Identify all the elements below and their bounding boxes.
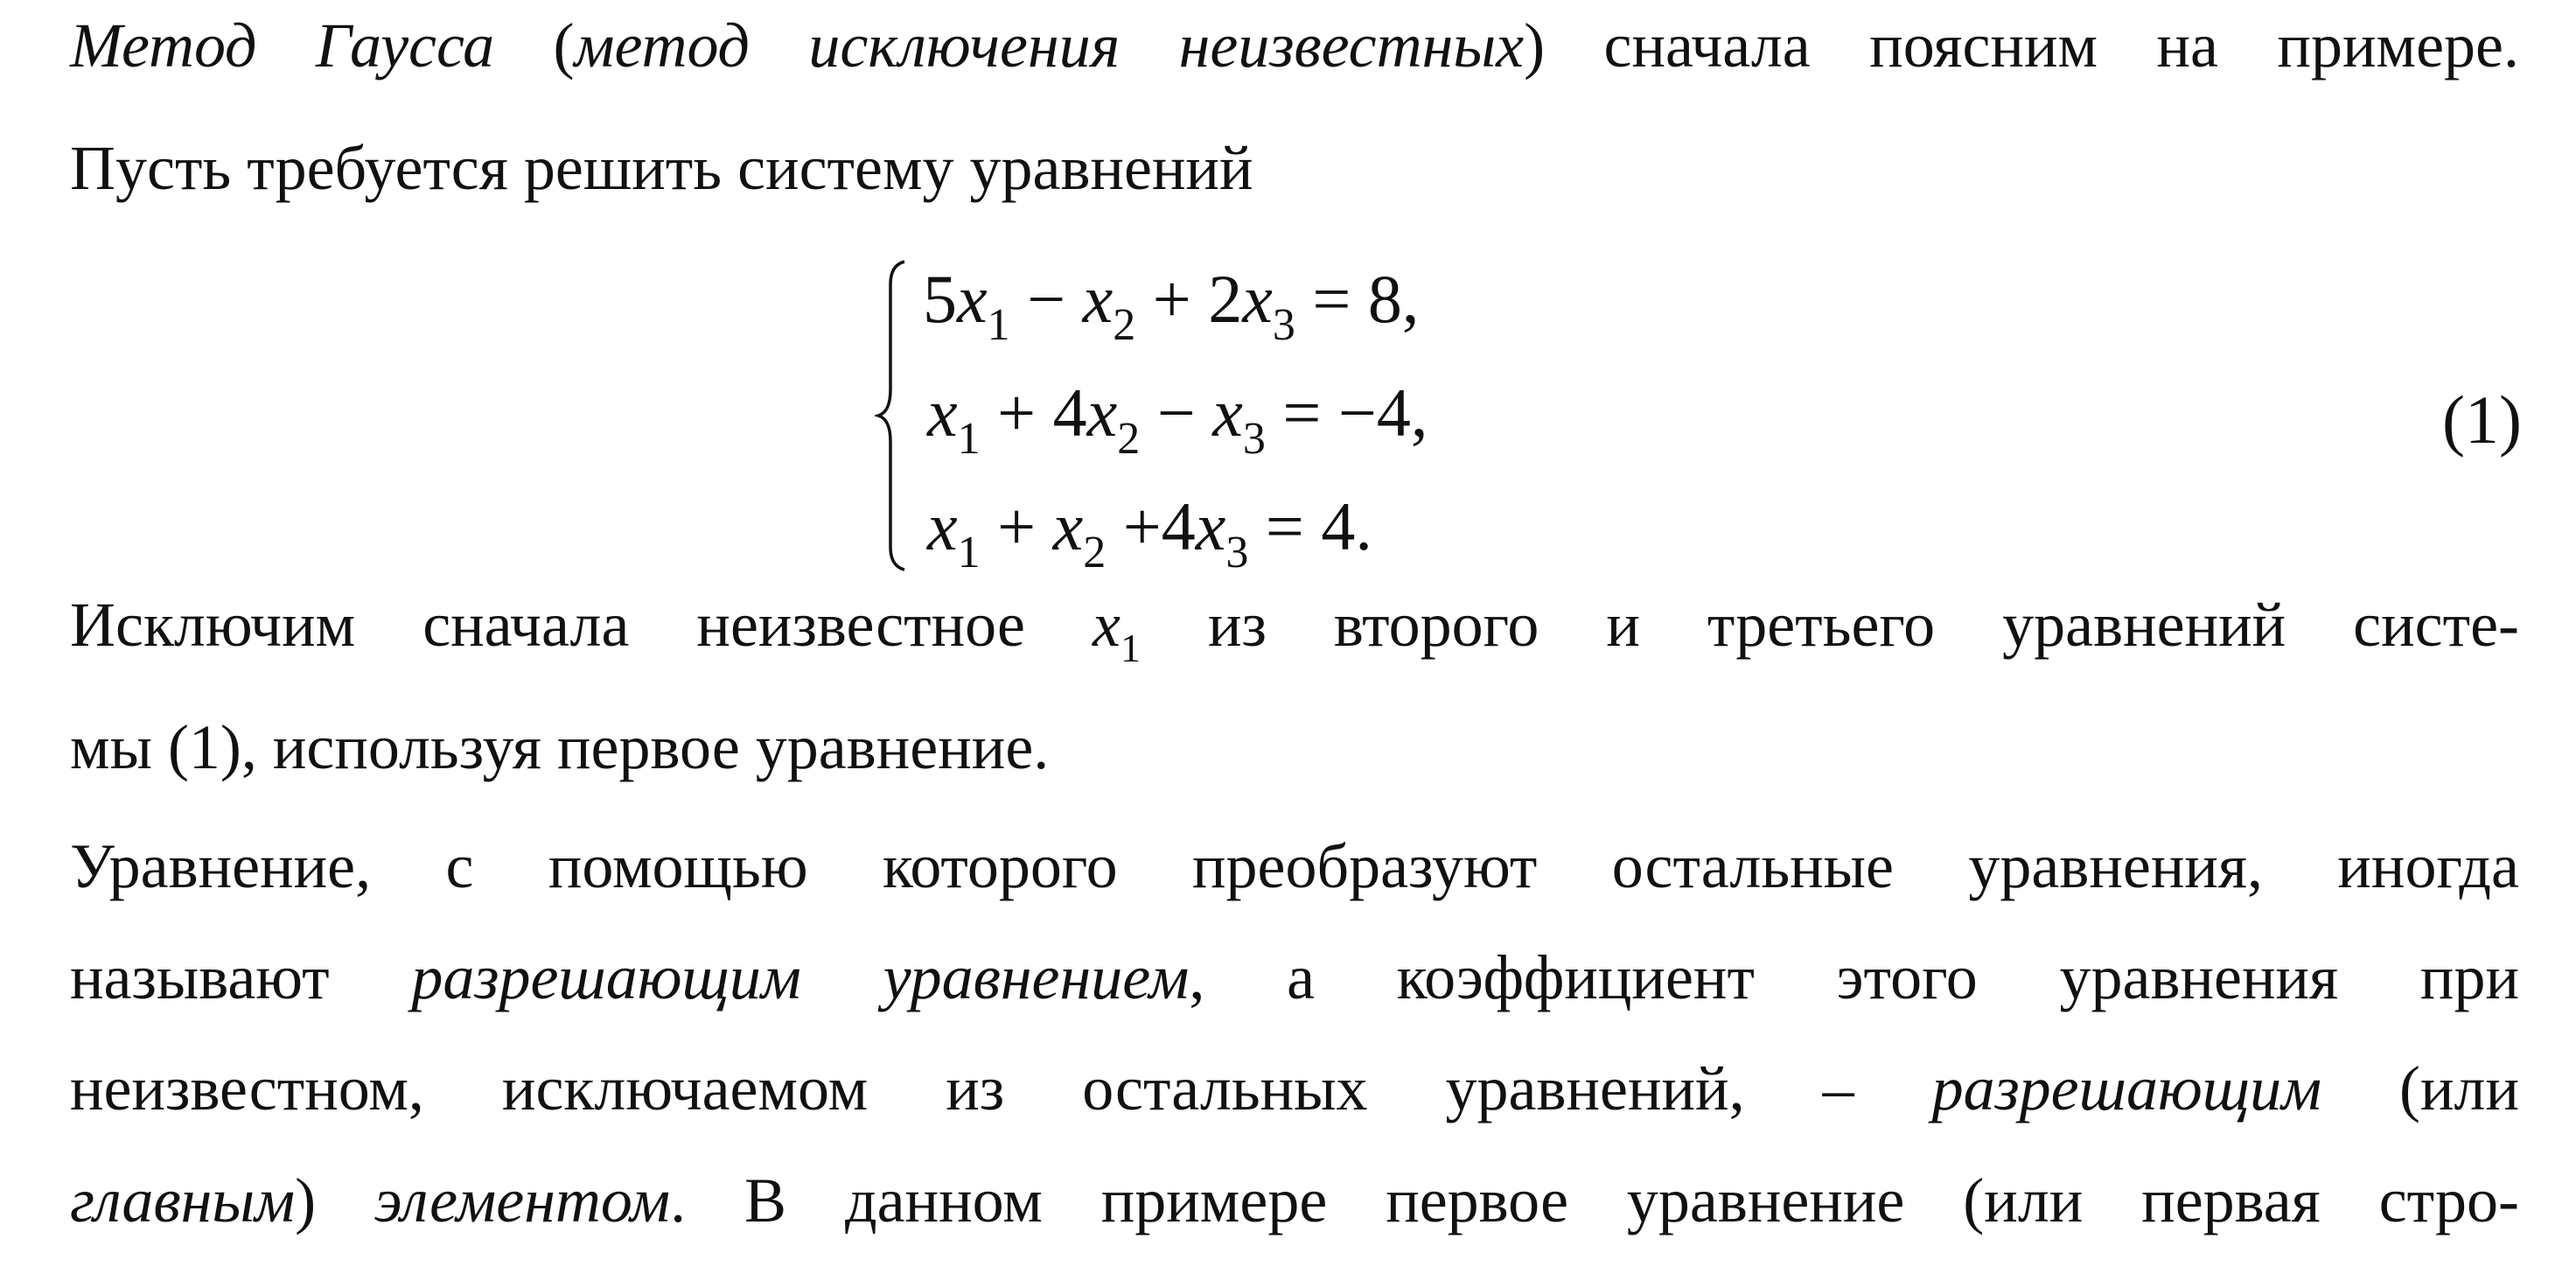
text: из второго и третьего уравнений систе- <box>1140 590 2520 660</box>
subscript: 3 <box>1272 300 1295 350</box>
subscript: 3 <box>1242 414 1266 464</box>
subscript: 1 <box>987 300 1010 350</box>
var: x <box>957 261 988 337</box>
para1-line-1 <box>70 588 2519 669</box>
term-resolving: разрешающим <box>1931 1054 2322 1124</box>
para2-line-1: Уравнение, с помощью которого преобразуют остальные уравнения, иногда <box>70 831 2519 901</box>
rhs: = 4. <box>1248 488 1372 564</box>
para2-line-4 <box>70 1164 2519 1237</box>
text: ) сначала поясним на примере. <box>1524 10 2519 80</box>
subscript: 1 <box>957 528 981 578</box>
text: . В данном примере первое уравнение (или первая стро- <box>670 1166 2519 1236</box>
subscript: 1 <box>1120 626 1141 670</box>
text: (или <box>2321 1054 2520 1124</box>
para2-line-3 <box>70 1052 2519 1125</box>
para2-line-2 <box>70 941 2519 1014</box>
text: , а коэффициент этого уравнения при <box>1189 942 2519 1012</box>
operator: + <box>980 488 1053 564</box>
subscript: 3 <box>1225 528 1249 578</box>
var: x <box>1212 374 1243 451</box>
operator: +4 <box>1106 488 1196 564</box>
intro-line-2: Пусть требуется решить систему уравнений <box>70 133 1253 203</box>
text: ) <box>295 1166 374 1236</box>
operator: − <box>1009 261 1083 337</box>
var: x <box>1086 374 1118 451</box>
text: Исключим сначала неизвестное <box>70 590 1093 660</box>
subscript: 1 <box>957 414 981 464</box>
text: называют <box>70 942 412 1012</box>
equation-system <box>875 258 1662 578</box>
rhs: = 8, <box>1295 261 1420 337</box>
left-brace <box>875 258 910 573</box>
term-resolving-equation: разрешающим уравнением <box>411 942 1190 1012</box>
rhs: = −4, <box>1265 374 1428 451</box>
subscript: 2 <box>1113 300 1136 350</box>
operator: − <box>1140 374 1213 451</box>
equation-1 <box>923 260 1420 350</box>
para1-line-2: мы (1), используя первое уравнение. <box>70 712 1050 782</box>
var: x <box>927 488 958 564</box>
equation-2 <box>927 374 1428 464</box>
term-main: главным <box>70 1166 296 1236</box>
intro-line-1 <box>70 9 2519 82</box>
var: x <box>1052 488 1084 564</box>
var: x <box>1242 261 1273 337</box>
equation-3 <box>927 487 1372 578</box>
subscript: 2 <box>1117 414 1141 464</box>
var: x <box>1195 488 1226 564</box>
text: неизвестном, исключаемом из остальных уравнений, – <box>70 1054 1932 1124</box>
text: ( <box>494 10 575 80</box>
equation-number: (1) <box>2442 382 2522 458</box>
coef: 5 <box>923 261 957 337</box>
var: x <box>1093 590 1120 660</box>
term-element: элементом <box>374 1166 671 1236</box>
subscript: 2 <box>1083 528 1106 578</box>
operator: + 4 <box>980 374 1087 451</box>
term-elimination-method: метод исключения неизвестных <box>574 10 1525 80</box>
operator: + 2 <box>1135 261 1243 337</box>
var: x <box>927 374 958 451</box>
var: x <box>1082 261 1113 337</box>
term-gauss-method: Метод Гаусса <box>70 10 495 80</box>
